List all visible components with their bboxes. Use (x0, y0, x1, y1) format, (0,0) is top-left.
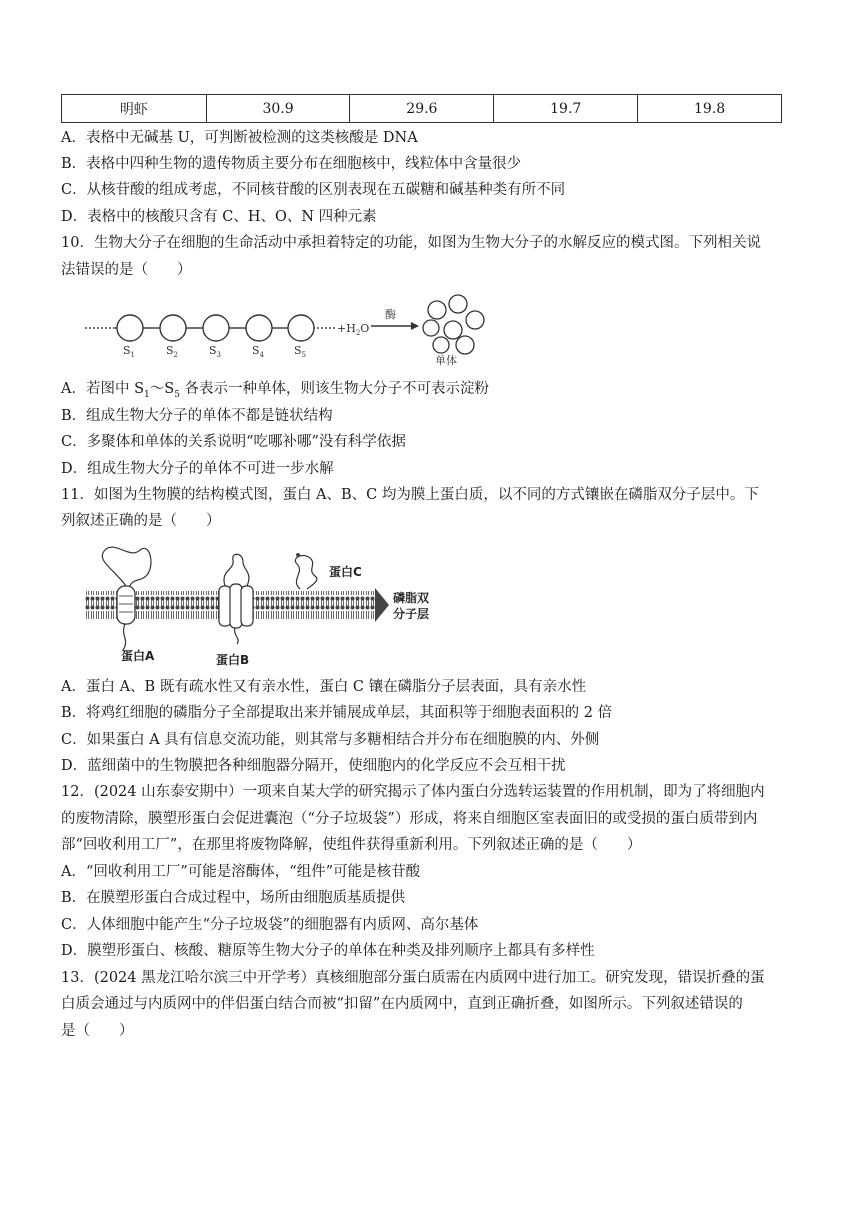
q11-option-d: D．蓝细菌中的生物膜把各种细胞器分隔开，使细胞内的化学反应不会互相干扰 (61, 758, 566, 774)
q12-stem-line2: 的废物清除，膜塑形蛋白会促进囊泡（“分子垃圾袋”）形成，将来自细胞区室表面旧的或受损的蛋白质带到内 (61, 811, 758, 827)
free-monomer (449, 295, 467, 313)
monomer-circle (246, 315, 272, 341)
s3-label: $S_3$ (209, 344, 222, 359)
bilayer-arrow (375, 588, 389, 622)
free-monomer (456, 336, 474, 354)
monomer-circle (160, 315, 186, 341)
q11-option-c: C．如果蛋白 A 具有信息交流功能，则其常与多糖相结合并分布在细胞膜的内、外侧 (61, 732, 600, 748)
q10-option-d: D．组成生物大分子的单体不可进一步水解 (61, 461, 334, 477)
q10-option-c: C．多聚体和单体的关系说明“吃哪补哪”没有科学依据 (61, 434, 406, 450)
q11-stem-line1: 11．如图为生物膜的结构模式图，蛋白 A、B、C 均为膜上蛋白质，以不同的方式镶嵌在磷脂双分子层中。下 (61, 487, 759, 503)
q13-stem-line3: 是（ ） (61, 1023, 134, 1039)
q11-option-a: A．蛋白 A、B 既有疏水性又有亲水性，蛋白 C 镶在磷脂分子层表面，具有亲水性 (61, 679, 587, 695)
q12-option-d: D．膜塑形蛋白、核酸、糖原等生物大分子的单体在种类及排列顺序上都具有多样性 (61, 943, 595, 959)
table-cell: 明虾 (62, 95, 207, 123)
free-monomer (423, 320, 439, 336)
q10-option-b: B．组成生物大分子的单体不都是链状结构 (61, 408, 333, 424)
free-monomer (433, 337, 449, 353)
s1-label: $S_1$ (123, 344, 136, 359)
q9-option-b: B．表格中四种生物的遗传物质主要分布在细胞核中，线粒体中含量很少 (61, 156, 522, 172)
q13-stem-line2: 白质会通过与内质网中的伴侣蛋白结合而被“扣留”在内质网中，直到正确折叠，如图所示。下列叙述错误的 (61, 996, 743, 1012)
monomer-circle (203, 315, 229, 341)
q12-stem-line1: 12．(2024 山东泰安期中）一项来自某大学的研究揭示了体内蛋白分选转运装置的作用机制，即为了将细胞内 (61, 784, 765, 800)
q9-option-c: C．从核苷酸的组成考虑，不同核苷酸的区别表现在五碳糖和碱基种类有所不同 (61, 182, 566, 198)
membrane-diagram (85, 540, 450, 670)
nucleotide-table (61, 94, 782, 123)
s4-label: $S_4$ (252, 344, 265, 359)
q12-option-a: A．“回收利用工厂”可能是溶酶体，“组件”可能是核苷酸 (61, 864, 421, 880)
q10-stem-line2: 法错误的是（ ） (61, 262, 192, 278)
free-monomer (428, 301, 446, 319)
table-cell: 19.7 (494, 95, 638, 123)
water-label: $+H_2O$ (337, 322, 370, 337)
q12-option-b: B．在膜塑形蛋白合成过程中，场所由细胞质基质提供 (61, 890, 406, 906)
monomer-label: 单体 (435, 354, 457, 366)
protein-a-label: 蛋白A (121, 649, 155, 663)
free-monomer (466, 311, 484, 329)
monomer-circle (288, 315, 314, 341)
table-row (62, 95, 782, 123)
q13-stem-line1: 13．(2024 黑龙江哈尔滨三中开学考）真核细胞部分蛋白质需在内质网中进行加工。研究发现，错误折叠的蛋 (61, 970, 765, 986)
monomer-circle (117, 315, 143, 341)
s5-label: $S_5$ (294, 344, 307, 359)
table-cell: 29.6 (350, 95, 494, 123)
q12-stem-line3: 部“回收利用工厂”，在那里将废物降解，使组件获得重新利用。下列叙述正确的是（ ） (61, 837, 642, 853)
q11-option-b: B．将鸡红细胞的磷脂分子全部提取出来并铺展成单层，其面积等于细胞表面积的 2 倍 (61, 705, 613, 721)
protein-b-label: 蛋白B (216, 653, 250, 667)
protein-c-shape (295, 553, 316, 589)
q9-option-a: A．表格中无碱基 U，可判断被检测的这类核酸是 DNA (61, 130, 418, 146)
q10-option-a: A．若图中 $S_1\sim S_5$ 各表示一种单体，则该生物大分子不可表示淀粉 (61, 381, 490, 400)
protein-c-label: 蛋白C (329, 565, 362, 579)
table-cell: 19.8 (638, 95, 782, 123)
s2-label: $S_2$ (166, 344, 179, 359)
q12-option-c: C．人体细胞中能产生“分子垃圾袋”的细胞器有内质网、高尔基体 (61, 917, 479, 933)
hydrolysis-diagram (85, 290, 505, 366)
free-monomer (444, 321, 462, 339)
bilayer-label-2: 分子层 (393, 607, 430, 621)
table-cell: 30.9 (206, 95, 350, 123)
q9-option-d: D．表格中的核酸只含有 C、H、O、N 四种元素 (61, 209, 377, 225)
q10-stem-line1: 10．生物大分子在细胞的生命活动中承担着特定的功能，如图为生物大分子的水解反应的模式图。下列相关说 (61, 235, 761, 251)
enzyme-label: 酶 (385, 308, 396, 321)
bilayer-label-1: 磷脂双 (393, 591, 430, 605)
q11-stem-line2: 列叙述正确的是（ ） (61, 513, 221, 529)
protein-b-shape (219, 554, 253, 644)
